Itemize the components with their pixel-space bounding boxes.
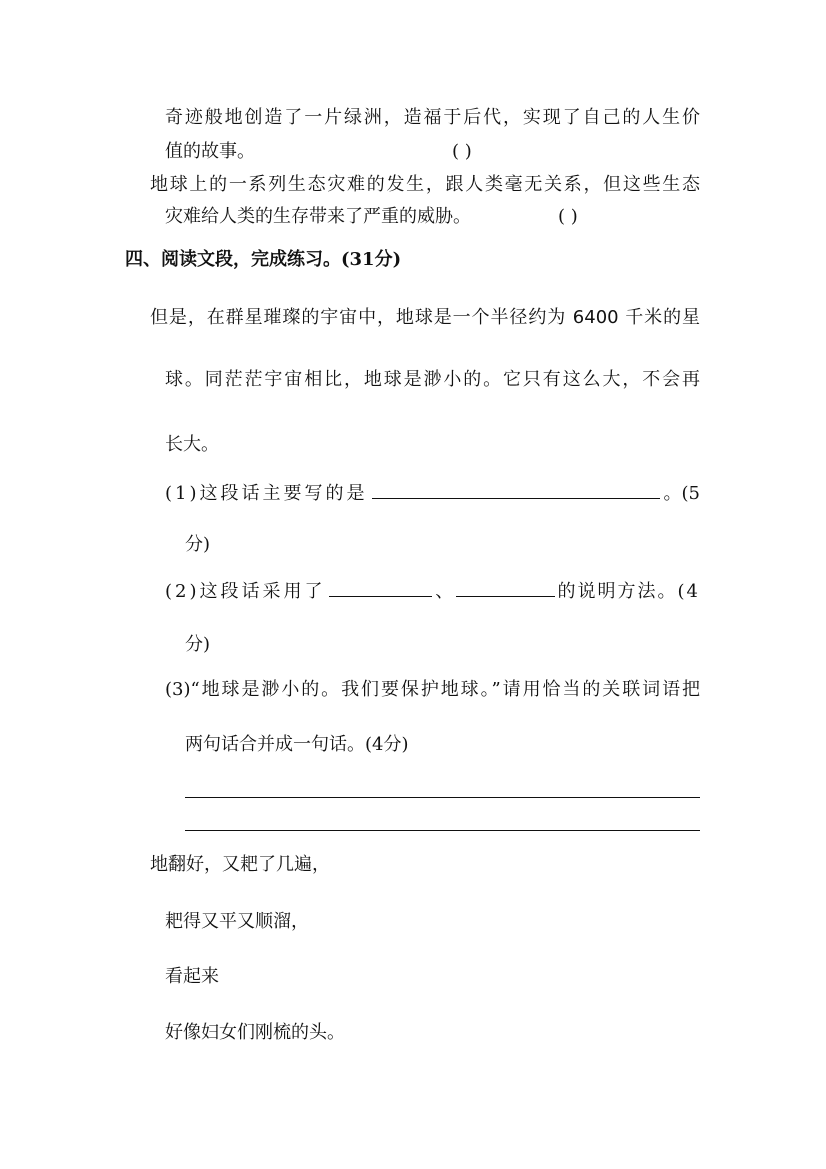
passage-line-3: 长大。 xyxy=(165,434,219,455)
question-3-line2: 两句话合并成一句话。(4分) xyxy=(185,734,409,755)
poem-line-4: 好像妇女们刚梳的头。 xyxy=(165,1022,345,1043)
q1-answer-blank[interactable] xyxy=(372,480,660,499)
judgement-item2-line1: 地球上的一系列生态灾难的发生，跟人类毫无关系，但这些生态 xyxy=(150,174,700,195)
q2-separator: 、 xyxy=(435,581,454,602)
poem-line-3: 看起来 xyxy=(165,966,219,987)
answer-bracket-1[interactable]: ( ) xyxy=(452,141,472,162)
passage-line-2: 球。同茫茫宇宙相比，地球是渺小的。它只有这么大，不会再 xyxy=(165,369,700,390)
question-2 xyxy=(165,578,700,604)
q2-answer-blank-2[interactable] xyxy=(456,578,554,597)
q3-answer-line-2[interactable] xyxy=(185,830,700,831)
question-3-line1: (3)“地球是渺小的。我们要保护地球。”请用恰当的关联词语把 xyxy=(165,679,700,700)
judgement-item1-line1: 奇迹般地创造了一片绿洲，造福于后代，实现了自己的人生价 xyxy=(165,107,700,128)
q2-points-cont: 分) xyxy=(185,634,211,655)
section-heading: 四、阅读文段，完成练习。(31分) xyxy=(125,249,402,270)
poem-line-1: 地翻好，又耙了几遍， xyxy=(150,854,330,875)
q2-suffix: 的说明方法。(4 xyxy=(557,581,700,602)
q1-suffix: 。(5 xyxy=(663,483,700,504)
q2-prefix: (2)这段话采用了 xyxy=(165,581,326,602)
q3-answer-line-1[interactable] xyxy=(185,797,700,798)
passage-line-1: 但是，在群星璀璨的宇宙中，地球是一个半径约为 6400 千米的星 xyxy=(150,307,700,328)
poem-line-2: 耙得又平又顺溜， xyxy=(165,911,309,932)
judgement-item1-line2: 值的故事。 xyxy=(165,141,255,162)
q1-points-cont: 分) xyxy=(185,534,211,555)
q2-answer-blank-1[interactable] xyxy=(329,578,433,597)
question-1 xyxy=(165,480,700,506)
judgement-item2-line2: 灾难给人类的生存带来了严重的威胁。 xyxy=(165,206,471,227)
answer-bracket-2[interactable]: ( ) xyxy=(558,206,578,227)
q1-prefix: (1)这段话主要写的是 xyxy=(165,483,368,504)
